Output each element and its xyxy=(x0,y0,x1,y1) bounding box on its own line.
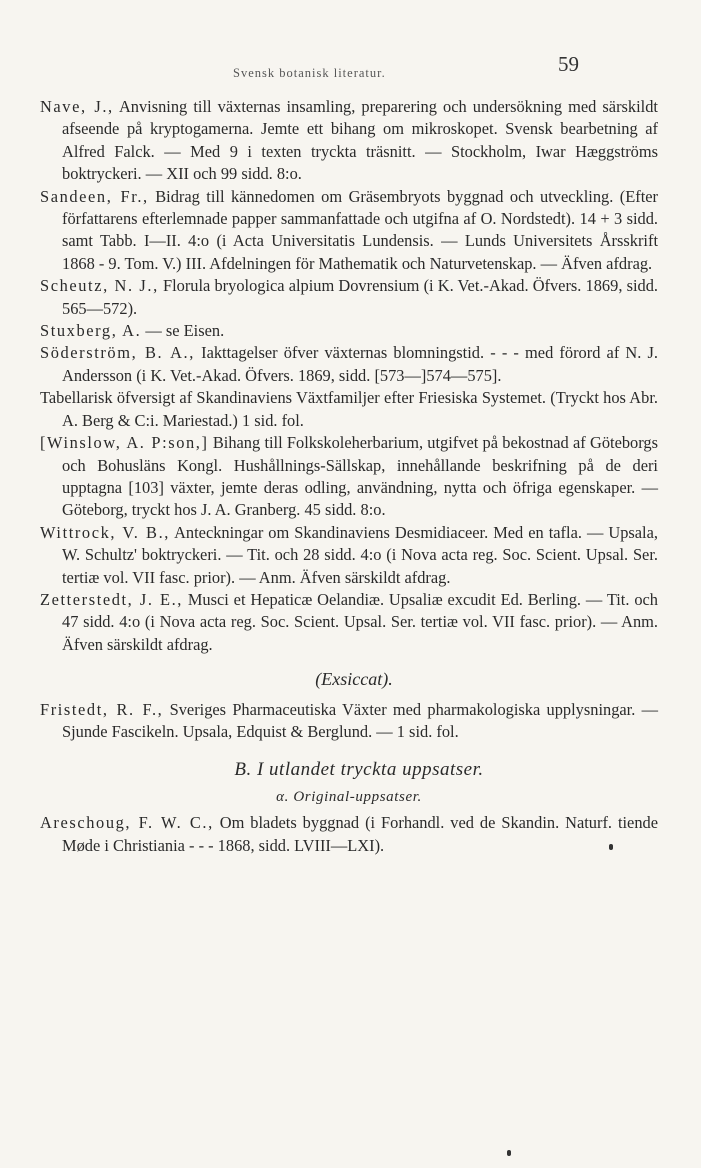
entry-author: Zetterstedt, J. E., xyxy=(40,589,183,609)
entry-text: Iakttagelser öfver växternas blomningstid. - - - med förord af N. J. Andersson (i K. Vet.-Akad. Öfvers. 1869, sidd. [573—]574—575]. xyxy=(62,343,659,385)
bibliography-entry xyxy=(40,96,658,186)
bibliography-entry xyxy=(40,522,658,589)
entry-author: [Winslow, A. P:son,] xyxy=(40,433,209,453)
entry-text: Anvisning till växternas insamling, preparering och undersökning med särskildt afseende på kryptogamerna. Jemte ett bihang om mikroskopet. Svensk bearbetning af Alfred Falck. — Med 9 i texten tryckta träsnitt. — Stockholm, Iwar Hæggströms boktryckeri. — XII och 99 sidd. 8:o. xyxy=(62,97,658,184)
entry-text: Florula bryologica alpium Dovrensium (i K. Vet.-Akad. Öfvers. 1869, sidd. 565—572). xyxy=(62,276,658,318)
sub-heading: α. Original-uppsatser. xyxy=(276,788,422,805)
bibliography-entry xyxy=(40,432,658,522)
entry-text: Om bladets byggnad (i Forhandl. ved de Skandin. Naturf. tiende Møde i Christiania - - - 1868, sidd. LVIII—LXI). xyxy=(62,813,658,855)
entry-text: Bihang till Folkskoleherbarium, utgifvet på bekostnad af Göteborgs och Bohusläns Kongl. Hushållnings-Sällskap, innehållande beskrifning på de deri upptagna [103] växter, jemte deras odling, användning, nytta och öfriga egenskaper. — Göteborg, tryckt hos J. A. Granberg. 45 sidd. 8:o. xyxy=(62,433,658,520)
bibliography-body xyxy=(40,96,658,857)
entry-text: Tabellarisk öfversigt af Skandinaviens Växtfamiljer efter Friesiska Systemet. (Tryckt hos Abr. A. Berg & C:i. Mariestad.) 1 sid. fol. xyxy=(40,388,658,430)
entry-author: Söderström, B. A., xyxy=(40,343,195,363)
entry-author: Sandeen, Fr., xyxy=(40,186,149,206)
entry-author: Wittrock, V. B., xyxy=(40,522,170,542)
section-heading: B. I utlandet tryckta uppsatser. xyxy=(234,759,484,781)
entry-text: Bidrag till kännedomen om Gräsembryots byggnad och utveckling. (Efter författarens efterlemnade papper sammanfattade och utgifna af O. Nordstedt). 14 + 3 sidd. samt Tabb. I—II. 4:o (i Acta Universitatis Lundensis. — Lunds Universitets Årsskrift 1868 - 9. Tom. V.) III. Afdelningen för Mathematik och Naturvetenskap. — Äfven afdrag. xyxy=(62,186,658,273)
entry-text: — se Eisen. xyxy=(145,321,225,341)
bibliography-entry xyxy=(40,812,658,857)
page-header xyxy=(0,52,701,90)
entry-text: Sveriges Pharmaceutiska Växter med pharmakologiska upplysningar. — Sjunde Fascikeln. Upsala, Edquist & Berglund. — 1 sid. fol. xyxy=(62,699,658,741)
entry-list-foreign xyxy=(40,812,658,857)
entry-author: Scheutz, N. J., xyxy=(40,276,159,296)
entry-author: Stuxberg, A. xyxy=(40,321,142,341)
bibliography-entry xyxy=(40,589,658,656)
running-head: Svensk botanisk literatur. xyxy=(233,66,386,80)
entry-author: Nave, J., xyxy=(40,97,114,116)
bibliography-entry xyxy=(40,320,658,342)
bibliography-entry xyxy=(40,342,658,387)
bibliography-entry xyxy=(40,699,658,744)
entry-list-exsiccat xyxy=(40,699,658,744)
bibliography-entry xyxy=(40,387,658,432)
entry-author: Areschoug, F. W. C., xyxy=(40,813,214,833)
bibliography-entry xyxy=(40,186,658,276)
print-speck xyxy=(609,844,613,850)
exsiccat-heading: (Exsiccat). xyxy=(315,669,393,690)
print-speck xyxy=(507,1150,511,1156)
entry-author: Fristedt, R. F., xyxy=(40,699,164,719)
page-number: 59 xyxy=(558,52,579,76)
entry-text: Anteckningar om Skandinaviens Desmidiaceer. Med en tafla. — Upsala, W. Schultz' boktryckeri. — Tit. och 28 sidd. 4:o (i Nova acta reg. Soc. Scient. Upsal. Ser. tertiæ vol. VII fasc. prior). — Anm. Äfven särskildt afdrag. xyxy=(62,522,658,587)
entry-text: Musci et Hepaticæ Oelandiæ. Upsaliæ excudit Ed. Berling. — Tit. och 47 sidd. 4:o (i Nova acta reg. Soc. Scient. Upsal. Ser. tertiæ vol. VII fasc. prior). — Anm. Äfven särskildt afdrag. xyxy=(62,589,658,654)
bibliography-entry xyxy=(40,275,658,320)
entry-list-swedish xyxy=(40,96,658,656)
